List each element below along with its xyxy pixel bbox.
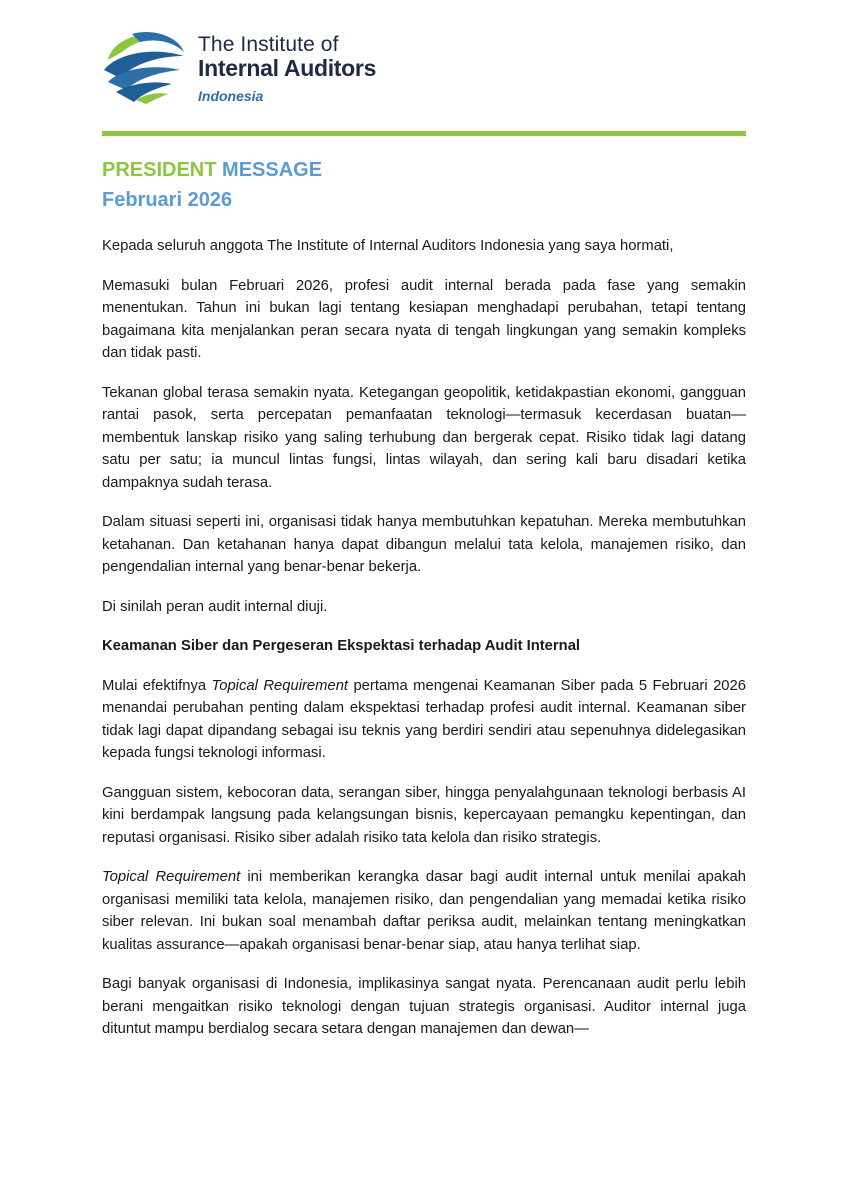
paragraph-4: Di sinilah peran audit internal diuji. (102, 598, 328, 615)
p5-emphasis: Topical Requirement (211, 677, 349, 694)
title-line (102, 155, 322, 185)
paragraph-2: Tekanan global terasa semakin nyata. Ketegangan geopolitik, ketidakpastian ekonomi, gangguan rantai pasok, serta percepatan pemanfaatan teknologi—termasuk kecerdasan buatan—membentuk lanskap risiko yang saling terhubung dan bergerak cepat. Risiko tidak lagi datang satu per satu; ia muncul lintas fungsi, lintas wilayah, dan sering kali baru disadari ketika dampaknya sudah terasa. (102, 384, 746, 491)
header-divider (102, 131, 746, 136)
p5-lead: Mulai efektifnya (102, 677, 212, 694)
paragraph-8: Bagi banyak organisasi di Indonesia, implikasinya sangat nyata. Perencanaan audit perlu lebih berani mengaitkan risiko teknologi dengan tujuan strategis organisasi. Auditor internal juga dituntut mampu berdialog secara setara dengan manajemen dan dewan— (102, 976, 746, 1037)
globe-swoosh-icon (102, 30, 186, 104)
greeting: Kepada seluruh anggota The Institute of Internal Auditors Indonesia yang saya hormati, (102, 238, 674, 254)
letter-body (102, 235, 746, 1058)
paragraph-1: Memasuki bulan Februari 2026, profesi audit internal berada pada fase yang semakin menentukan. Tahun ini bukan lagi tentang kesiapan menghadapi perubahan, tetapi tentang bagaimana kita menjalankan peran secara nyata di tengah lingkungan yang semakin kompleks dan tidak pasti. (102, 277, 746, 361)
title-word-president: PRESIDENT (102, 159, 217, 181)
p7-rest: ini memberikan kerangka dasar bagi audit internal untuk menilai apakah organisasi memiliki tata kelola, manajemen risiko, dan pengendalian yang memadai ketika risiko siber relevan. Ini bukan soal menambah daftar periksa audit, melainkan tentang meningkatkan kualitas assurance—apakah organisasi benar-benar siap, atau hanya terlihat siap. (102, 869, 746, 953)
iia-logo (102, 30, 402, 110)
paragraph-6: Gangguan sistem, kebocoran data, serangan siber, hingga penyalahgunaan teknologi berbasis AI kini berdampak langsung pada kelangsungan bisnis, kepercayaan pemangku kepentingan, dan reputasi organisasi. Risiko siber adalah risiko tata kelola dan risiko strategis. (102, 784, 746, 846)
p5-rest: pertama mengenai Keamanan Siber pada 5 Februari 2026 menandai perubahan penting dalam ekspektasi terhadap profesi audit internal. Keamanan siber tidak lagi dapat dipandang sebagai isu teknis yang berdiri sendiri atau sepenuhnya didelegasikan kepada fungsi teknologi informasi. (102, 677, 746, 761)
org-name-line1: The Institute of (198, 33, 339, 56)
paragraph-3: Dalam situasi seperti ini, organisasi tidak hanya membutuhkan kepatuhan. Mereka membutuhkan ketahanan. Dan ketahanan hanya dapat dibangun melalui tata kelola, manajemen risiko, dan pengendalian internal yang benar-benar bekerja. (102, 514, 746, 575)
title-word-message: MESSAGE (222, 159, 323, 181)
p7-emphasis: Topical Requirement (102, 869, 241, 885)
title-date: Februari 2026 (102, 189, 233, 211)
logo-wordmark (198, 34, 376, 103)
paragraph-5 (102, 675, 746, 765)
org-name-line2: Internal Auditors (198, 55, 377, 81)
page-title (102, 155, 322, 215)
section-heading: Keamanan Siber dan Pergeseran Ekspektasi terhadap Audit Internal (102, 638, 581, 654)
paragraph-7 (102, 866, 746, 956)
org-country: Indonesia (198, 88, 264, 104)
